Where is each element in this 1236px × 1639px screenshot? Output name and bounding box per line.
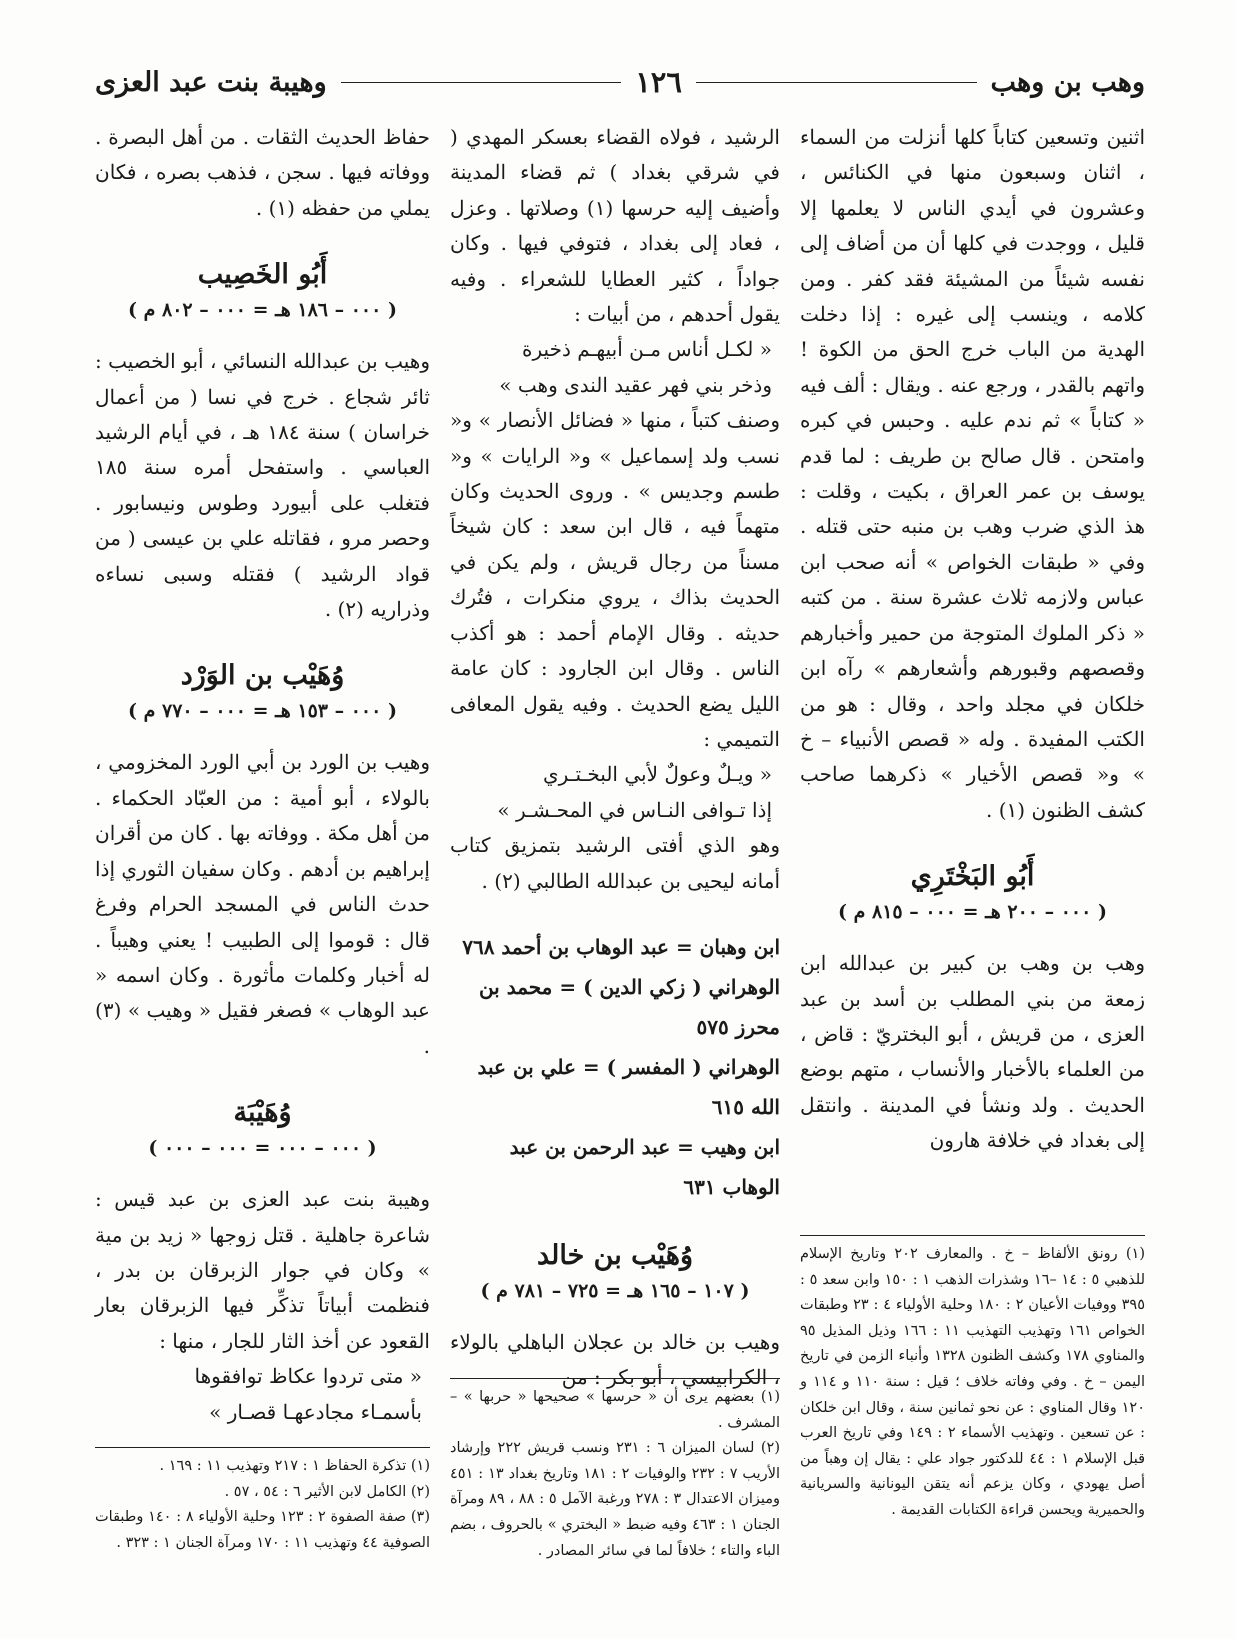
cross-reference: ابن وهبان = عبد الوهاب بن أحمد ٧٦٨ bbox=[462, 934, 780, 959]
entry-body-wuhayba: وهيبة بنت عبد العزى بن عبد قيس : شاعرة جاهلية . قتل زوجها « زيد بن مية » وكان في جوار الزبرقان بن بدر ، فنظمت أبياتاً تذكِّر فيها الزبرقان بعار القعود عن أخذ الثار للجار ، منها : bbox=[95, 1187, 430, 1353]
entry-title-wuhayb-ibn-al-ward: وُهَيْب بن الوَرْد bbox=[180, 660, 345, 692]
header-right-title: وهب بن وهب bbox=[990, 66, 1145, 98]
entry-dates-wuhayb-ibn-al-ward: ( ٠٠٠ – ١٥٣ هـ = ٠٠٠ – ٧٧٠ م ) bbox=[128, 700, 397, 723]
verse-line: وذخر بني فهر عقيد الندى وهب » bbox=[499, 372, 772, 397]
cross-reference: الوهراني ( المفسر ) = علي بن عبد الله ٦١٥ bbox=[477, 1054, 780, 1119]
verse-line: « ويـلٌ وعولٌ لأبي البخـتـري bbox=[542, 762, 772, 787]
page-header bbox=[95, 62, 1145, 102]
cross-reference: الوهراني ( زكي الدين ) = محمد بن محرز ٥٧٥ bbox=[478, 974, 780, 1039]
entry-body-wuhayb-ibn-al-ward: وهيب بن الورد بن أبي الورد المخزومي ، بالولاء ، أبو أمية : من العبّاد الحكماء . من أهل مكة . ووفاته بها . كان من أقران إبراهيم بن أدهم . وكان سفيان الثوري إذا حدث الناس في المسجد الحرام وفرغ قال : قوموا إلى الطبيب ! يعني وهيباً . له أخبار وكلمات مأثورة . وكان اسمه « عبد الوهاب » فصغر فقيل « وهيب » (٣) . bbox=[95, 750, 430, 1058]
header-rule-left bbox=[341, 82, 622, 83]
footnotes-right bbox=[800, 1235, 1145, 1524]
footnote: (١) تذكرة الحفاظ ١ : ٢١٧ وتهذيب ١١ : ١٦٩ . bbox=[159, 1458, 430, 1474]
footnotes-middle bbox=[450, 1378, 780, 1564]
entry-title-wuhayba: وُهَيْبَة bbox=[233, 1097, 292, 1129]
footnote: (٢) الكامل لابن الأثير ٦ : ٥٤ ، ٥٧ . bbox=[224, 1483, 430, 1500]
entry-body-abu-al-khasib: وهيب بن عبدالله النسائي ، أبو الخصيب : ثائر شجاع . خرج في نسا ( من أعمال خراسان ) سنة ١٨٤ هـ ، في أيام الرشيد العباسي . واستفحل أمره سنة ١٨٥ فتغلب على أبيورد وطوس ونيسابور . وحصر مرو ، فقاتله علي بن عيسى ( من قواد الرشيد ) فقتله وسبى نساءه وذراريه (٢) . bbox=[95, 349, 430, 622]
entry-body-wuhayb-ibn-khalid: وهيب بن خالد بن عجلان الباهلي بالولاء ، الكرابيسي ، أبو بكر : من bbox=[450, 1329, 780, 1390]
verse-line: إذا تـوافى النـاس في المحـشـر » bbox=[497, 797, 772, 822]
entry-title-wuhayb-ibn-khalid: وُهَيْب بن خالد bbox=[536, 1239, 694, 1271]
header-rule-right bbox=[696, 82, 977, 83]
entry-body-paragraph: وهو الذي أفتى الرشيد بتمزيق كتاب أمانه ليحيى بن عبدالله الطالبي (٢) . bbox=[450, 833, 780, 893]
entry-dates-wuhayba: ( ٠٠٠ – ٠٠٠ = ٠٠٠ – ٠٠٠ ) bbox=[148, 1137, 377, 1160]
footnote: (٢) لسان الميزان ٦ : ٢٣١ ونسب قريش ٢٢٢ وإرشاد الأريب ٧ : ٢٣٢ والوفيات ٢ : ١٨١ وتاريخ بغداد ١٣ : ٤٥١ وميزان الاعتدال ٣ : ٢٧٨ ورغبة الآمل ٥ : ٨٨ ، ٨٩ ومرآة الجنان ١ : ٤٦٣ وفيه ضبط « البختري » بالحروف ، بضم الباء والتاء ؛ خلافاً لما في سائر المصادر . bbox=[450, 1440, 781, 1559]
cross-references bbox=[450, 927, 780, 1207]
column-middle bbox=[450, 120, 780, 1396]
entry-title-abu-al-bakhtari: أَبُو البَخْتَرِي bbox=[910, 861, 1035, 893]
entry-title-abu-al-khasib: أَبُو الخَصِيب bbox=[197, 259, 328, 291]
footnote: (١) رونق الألفاظ – خ . والمعارف ٢٠٢ وتاريخ الإسلام للذهبي ٥ : ١٤ –١٦ وشذرات الذهب ١ : ١٥٠ وابن سعد ٥ : ٣٩٥ ووفيات الأعيان ٢ : ١٨٠ وحلية الأولياء ٤ : ٢٣ وطبقات الخواص ١٦١ وتهذيب التهذيب ١١ : ١٦٦ وذيل المذيل ٩٥ والمناوي ١٧٨ وكشف الظنون ١٣٢٨ وأنباء الزمن في تاريخ اليمن – خ . وفي وفاته خلاف ؛ قيل : سنة ١١٠ و ١١٤ و ١٢٠ وقال المناوي : عن نحو ثمانين سنة ، وقال ابن خلكان : عن تسعين . وتهذيب الأسماء ٢ : ١٤٩ وفي تاريخ العرب قبل الإسلام ١ : ٤٤ للدكتور جواد علي : يقال إن وهباً من أصل يهودي ، وكان يزعم أنه يتقن اليونانية والسريانية والحميرية ويحسن قراءة الكتابات القديمة . bbox=[800, 1246, 1146, 1518]
footnotes-left bbox=[95, 1447, 430, 1556]
entry-continuation-wahb-ibn-munabbih: اثنين وتسعين كتاباً كلها أنزلت من السماء ، اثنان وسبعون منها في الكنائس ، وعشرون في أيدي الناس لا يعلمها إلا قليل ، ووجدت في كلها أن من أضاف إلى نفسه شيئاً من المشيئة فقد كفر . ومن كلامه ، وينسب إلى غيره : إذا دخلت الهدية من الباب خرج الحق من الكوة ! واتهم بالقدر ، ورجع عنه . ويقال : ألف فيه « كتاباً » ثم ندم عليه . وحبس في كبره وامتحن . قال صالح بن طريف : لما قدم يوسف بن عمر العراق ، بكيت ، وقلت : هذ الذي ضرب وهب بن منبه حتى قتله . وفي « طبقات الخواص » أنه صحب ابن عباس ولازمه ثلاث عشرة سنة . من كتبه « ذكر الملوك المتوجة من حمير وأخبارهم وقصصهم وقبورهم وأشعارهم » رآه ابن خلكان في مجلد واحد ، وقال : هو من الكتب المفيدة . وله « قصص الأنبياء – خ » و« قصص الأخيار » ذكرهما صاحب كشف الظنون (١) . bbox=[800, 125, 1145, 822]
column-left bbox=[95, 120, 430, 1430]
footnote: (٣) صفة الصفوة ٢ : ١٢٣ وحلية الأولياء ٨ : ١٤٠ وطبقات الصوفية ٤٤ وتهذيب ١١ : ١٧٠ ومرآة الجنان ١ : ٣٢٣ . bbox=[95, 1509, 431, 1551]
column-right bbox=[800, 120, 1145, 1159]
entry-continuation-wuhayb-ibn-khalid: حفاظ الحديث الثقات . من أهل البصرة . ووفاته فيها . سجن ، فذهب بصره ، فكان يملي من حفظه (١) . bbox=[95, 125, 430, 220]
entry-body-paragraph: وصنف كتباً ، منها « فضائل الأنصار » و« نسب ولد إسماعيل » و« الرايات » و« طسم وجديس » . وروى الحديث وكان متهماً فيه ، قال ابن سعد : كان شيخاً مسناً من رجال قريش ، ولم يكن في الحديث بذاك ، يروي منكرات ، فتُرك حديثه . وقال الإمام أحمد : هو أكذب الناس . وقال ابن الجارود : كان عامة الليل يضع الحديث . وفيه يقول المعافى التميمي : bbox=[450, 408, 780, 751]
verse-line: بأسمـاء مجادعهـا قصـار » bbox=[209, 1399, 422, 1424]
entry-body-abu-al-bakhtari: وهب بن وهب بن كبير بن عبدالله ابن زمعة من بني المطلب بن أسد بن عبد العزى ، من قريش ، أبو البختريّ : قاض ، من العلماء بالأخبار والأنساب ، متهم بوضع الحديث . ولد ونشأ في المدينة . وانتقل إلى بغداد في خلافة هارون bbox=[800, 951, 1145, 1153]
header-left-title: وهيبة بنت عبد العزى bbox=[94, 66, 327, 98]
cross-reference: ابن وهيب = عبد الرحمن بن عبد الوهاب ٦٣١ bbox=[509, 1134, 780, 1199]
footnote: (١) بعضهم يرى أن « حرسها » صحيحها « حربها » – المشرف . bbox=[450, 1389, 780, 1431]
entry-dates-wuhayb-ibn-khalid: ( ١٠٧ – ١٦٥ هـ = ٧٢٥ – ٧٨١ م ) bbox=[480, 1279, 750, 1302]
verse-line: « لكـل أناس مـن أبيهـم ذخيرة bbox=[522, 337, 772, 362]
verse-line: « متى تردوا عكاظ توافقوها bbox=[194, 1364, 422, 1389]
page-number: ١٢٦ bbox=[635, 65, 682, 99]
entry-dates-abu-al-khasib: ( ٠٠٠ – ١٨٦ هـ = ٠٠٠ – ٨٠٢ م ) bbox=[128, 299, 397, 322]
entry-continuation-abu-al-bakhtari: الرشيد ، فولاه القضاء بعسكر المهدي ( في شرقي بغداد ) ثم قضاء المدينة وأضيف إليه حرسها (١) وصلاتها . وعزل ، فعاد إلى بغداد ، فتوفي فيها . وكان جواداً ، كثير العطايا للشعراء . وفيه يقول أحدهم ، من أبيات : bbox=[450, 125, 781, 327]
entry-dates-abu-al-bakhtari: ( ٠٠٠ – ٢٠٠ هـ = ٠٠٠ – ٨١٥ م ) bbox=[838, 901, 1107, 924]
